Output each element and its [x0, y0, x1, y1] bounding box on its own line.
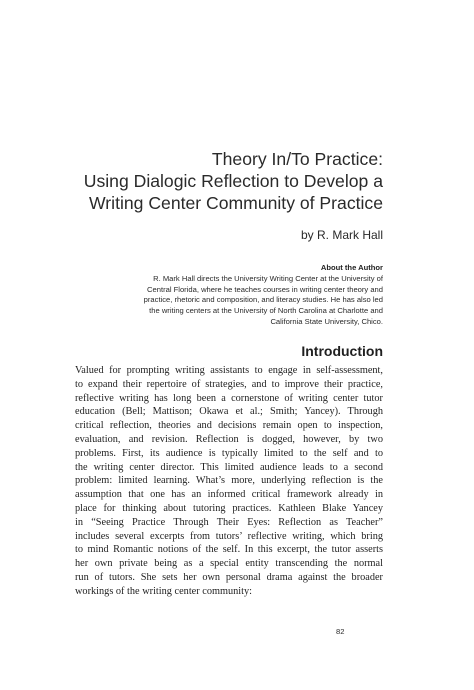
body-line: assumption that one has an informed critical framework already in [75, 489, 383, 501]
body-line: critical reflection, theories and decisions remain open to inspection, [75, 420, 383, 432]
author-byline: by R. Mark Hall [300, 228, 383, 242]
about-line: the writing centers at the University of North Carolina at Charlotte and [149, 306, 383, 316]
title-line: Using Dialogic Reflection to Develop a [83, 171, 383, 191]
about-author-text [63, 274, 383, 328]
about-line: R. Mark Hall directs the University Writing Center at the University of [153, 274, 383, 283]
body-line: evaluation, and revision. Reflection is dogged, however, by two [75, 433, 383, 445]
title-line: Writing Center Community of Practice [89, 193, 383, 213]
body-line: run of tutors. She sets her own personal drama against the broader [75, 571, 383, 583]
body-line: includes several excerpts from tutors’ reflective writing, which bring [75, 530, 383, 542]
about-line: practice, rhetoric and composition, and literacy studies. He has also led [143, 295, 383, 305]
body-line: to expand their repertoire of strategies, and to improve their practice, [75, 378, 383, 390]
about-author-heading: About the Author [320, 263, 383, 272]
body-line: workings of the writing center community: [75, 585, 253, 597]
about-line: Central Florida, where he teaches courses in writing center theory and [147, 284, 383, 294]
body-line: the writing center director. This limited audience leads to a second [75, 461, 383, 473]
body-line: problems. First, its audience is typically limited to the self and to [75, 447, 383, 459]
body-paragraph [75, 364, 383, 599]
body-line: education (Bell; Mattison; Okawa et al.; Smith; Yancey). Through [75, 406, 383, 418]
body-line: Valued for prompting writing assistants to engage in self-assessment, [75, 365, 383, 376]
article-title [3, 148, 383, 214]
body-line: reflective writing has long been a cornerstone of writing center tutor [75, 392, 383, 404]
body-line: problem: limited learning. What’s more, underlying reflection is the [75, 475, 383, 487]
body-line: her own private being as a special entity transcending the normal [75, 558, 383, 570]
page-number: 82 [336, 627, 345, 636]
section-heading: Introduction [301, 343, 383, 359]
about-line: California State University, Chico. [270, 316, 383, 326]
body-line: in “Seeing Practice Through Their Eyes: Reflection as Teacher” [75, 516, 383, 528]
body-line: place for thinking about tutoring practices. Kathleen Blake Yancey [75, 502, 383, 514]
title-line: Theory In/To Practice: [211, 149, 383, 169]
body-line: to mind Romantic notions of the self. In this excerpt, the tutor asserts [75, 544, 383, 556]
